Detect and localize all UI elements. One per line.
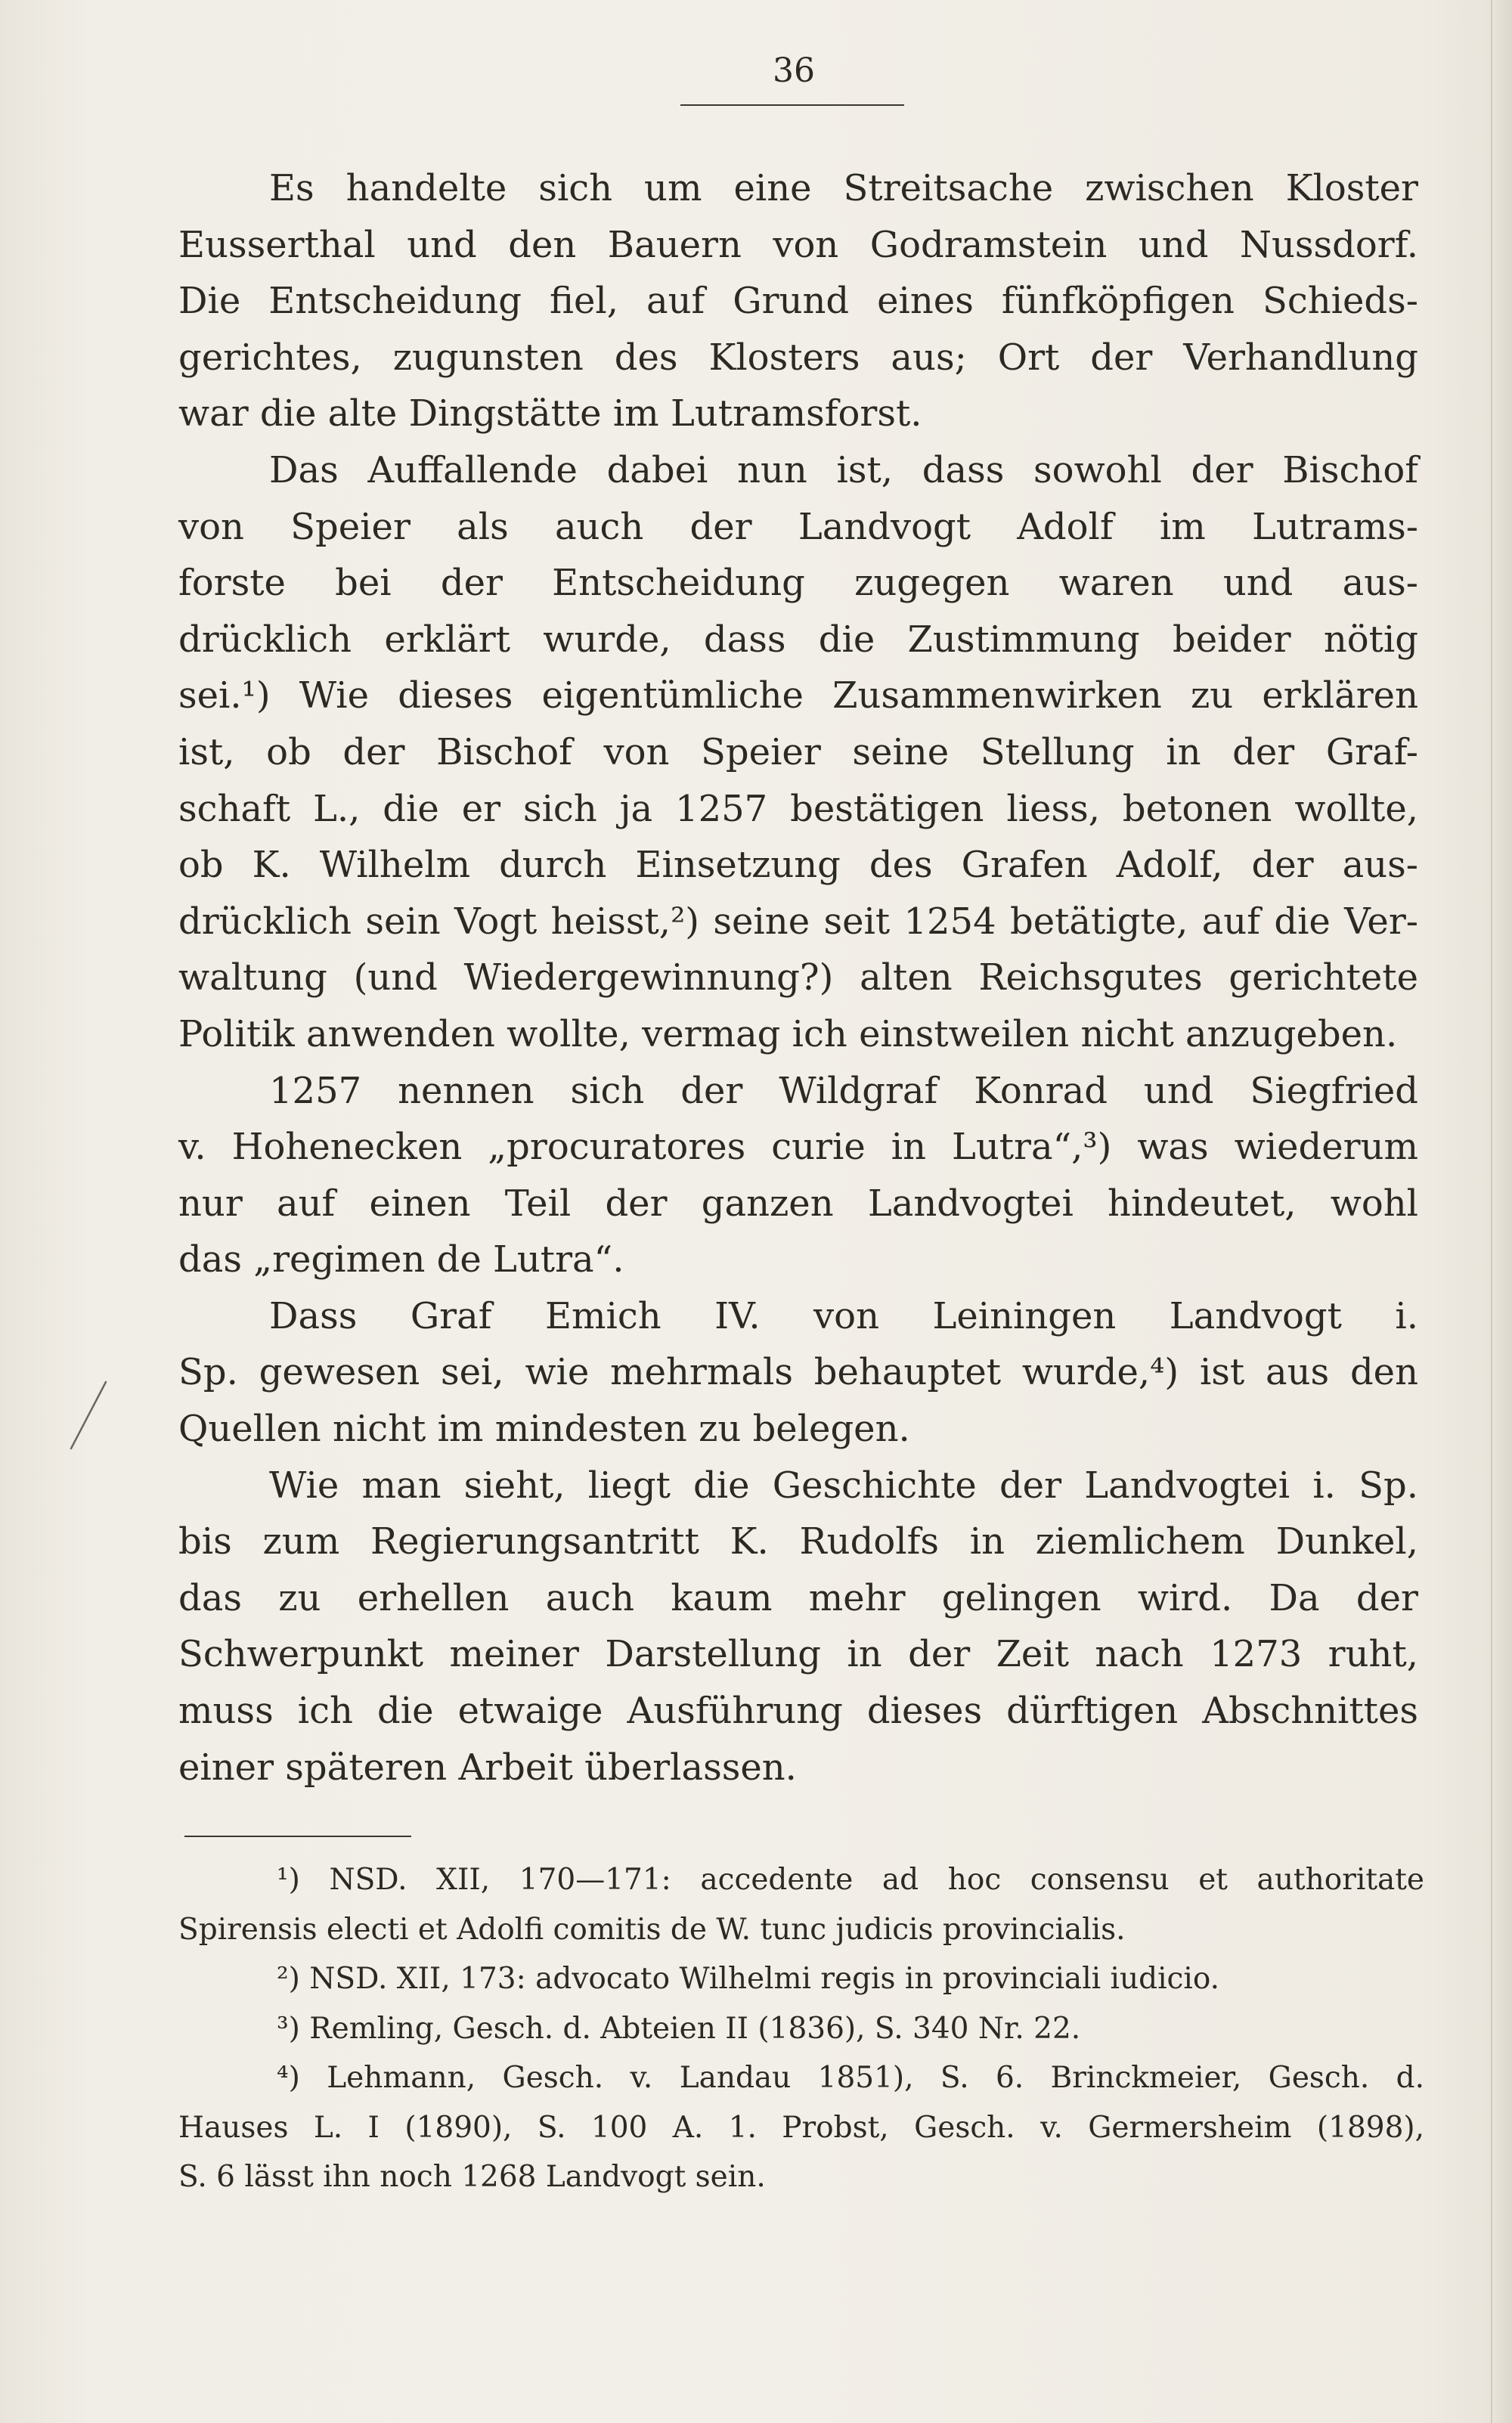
text-line: Quellen nicht im mindesten zu belegen.	[178, 1408, 910, 1451]
text-line: ob K. Wilhelm durch Einsetzung des Grafen Adolf, der aus-	[178, 844, 1418, 887]
footnote-line: S. 6 lässt ihn noch 1268 Landvogt sein.	[178, 2160, 766, 2194]
text-line: Die Entscheidung fiel, auf Grund eines fünfköpfigen Schieds-	[178, 280, 1418, 323]
text-line: das „regimen de Lutra“.	[178, 1238, 624, 1281]
text-line: Sp. gewesen sei, wie mehrmals behauptet wurde,⁴) ist aus den	[178, 1351, 1418, 1394]
text-line: Wie man sieht, liegt die Geschichte der Landvogtei i. Sp.	[269, 1464, 1418, 1507]
text-line: drücklich erklärt wurde, dass die Zustimmung beider nötig	[178, 618, 1418, 661]
text-line: einer späteren Arbeit überlassen.	[178, 1746, 797, 1789]
footnotes	[178, 1855, 1424, 2202]
text-line: v. Hohenecken „procuratores curie in Lutra“,³) was wiederum	[178, 1126, 1418, 1169]
footnote-line: ³) Remling, Gesch. d. Abteien II (1836), S. 340 Nr. 22.	[277, 2011, 1081, 2046]
paragraph-4	[178, 1288, 1418, 1458]
main-text	[178, 160, 1418, 1796]
page-number: 36	[773, 51, 815, 90]
text-line: muss ich die etwaige Ausführung dieses dürftigen Abschnittes	[178, 1690, 1418, 1733]
paragraph-3	[178, 1063, 1418, 1288]
footnote-rule	[184, 1836, 411, 1837]
text-line: forste bei der Entscheidung zugegen waren und aus-	[178, 562, 1418, 605]
text-line: bis zum Regierungsantritt K. Rudolfs in ziemlichem Dunkel,	[178, 1520, 1418, 1563]
footnote-line: Hauses L. I (1890), S. 100 A. 1. Probst, Gesch. v. Germersheim (1898),	[178, 2110, 1424, 2145]
text-line: waltung (und Wiedergewinnung?) alten Reichsgutes gerichtete	[178, 956, 1418, 999]
paragraph-5	[178, 1458, 1418, 1796]
footnote-line: ⁴) Lehmann, Gesch. v. Landau 1851), S. 6. Brinckmeier, Gesch. d.	[277, 2061, 1424, 2095]
footnote-line: ²) NSD. XII, 173: advocato Wilhelmi regis in provinciali iudicio.	[277, 1962, 1220, 1996]
header-rule	[680, 104, 904, 106]
footnote-line: ¹) NSD. XII, 170—171: accedente ad hoc consensu et authoritate	[277, 1863, 1424, 1897]
text-line: gerichtes, zugunsten des Klosters aus; Ort der Verhandlung	[178, 336, 1418, 379]
text-line: Dass Graf Emich IV. von Leiningen Landvogt i.	[269, 1294, 1418, 1337]
text-line: sei.¹) Wie dieses eigentümliche Zusammenwirken zu erklären	[178, 674, 1418, 717]
pencil-mark-icon	[67, 1377, 112, 1453]
footnote-4	[178, 2053, 1424, 2202]
text-line: Schwerpunkt meiner Darstellung in der Zeit nach 1273 ruht,	[178, 1633, 1418, 1676]
text-line: das zu erhellen auch kaum mehr gelingen wird. Da der	[178, 1576, 1418, 1619]
text-line: schaft L., die er sich ja 1257 bestätigen liess, betonen wollte,	[178, 787, 1418, 830]
text-line: war die alte Dingstätte im Lutramsforst.	[178, 392, 922, 435]
text-line: nur auf einen Teil der ganzen Landvogtei hindeutet, wohl	[178, 1182, 1418, 1225]
paragraph-1	[178, 160, 1418, 442]
text-line: Eusserthal und den Bauern von Godramstein und Nussdorf.	[178, 223, 1418, 266]
text-line: Politik anwenden wollte, vermag ich einstweilen nicht anzugeben.	[178, 1012, 1398, 1055]
footnote-1	[178, 1855, 1424, 1954]
text-line: 1257 nennen sich der Wildgraf Konrad und Siegfried	[269, 1069, 1418, 1112]
footnote-2	[178, 1954, 1424, 2004]
footnote-line: Spirensis electi et Adolfi comitis de W. tunc judicis provincialis.	[178, 1912, 1126, 1947]
text-line: Das Auffallende dabei nun ist, dass sowohl der Bischof	[269, 448, 1418, 491]
text-line: ist, ob der Bischof von Speier seine Stellung in der Graf-	[178, 730, 1418, 773]
page-edge	[1491, 0, 1512, 2423]
text-line: Es handelte sich um eine Streitsache zwischen Kloster	[269, 167, 1418, 209]
text-line: drücklich sein Vogt heisst,²) seine seit 1254 betätigte, auf die Ver-	[178, 900, 1418, 943]
text-line: von Speier als auch der Landvogt Adolf im Lutrams-	[178, 505, 1418, 548]
paragraph-2	[178, 442, 1418, 1063]
footnote-3	[178, 2004, 1424, 2054]
